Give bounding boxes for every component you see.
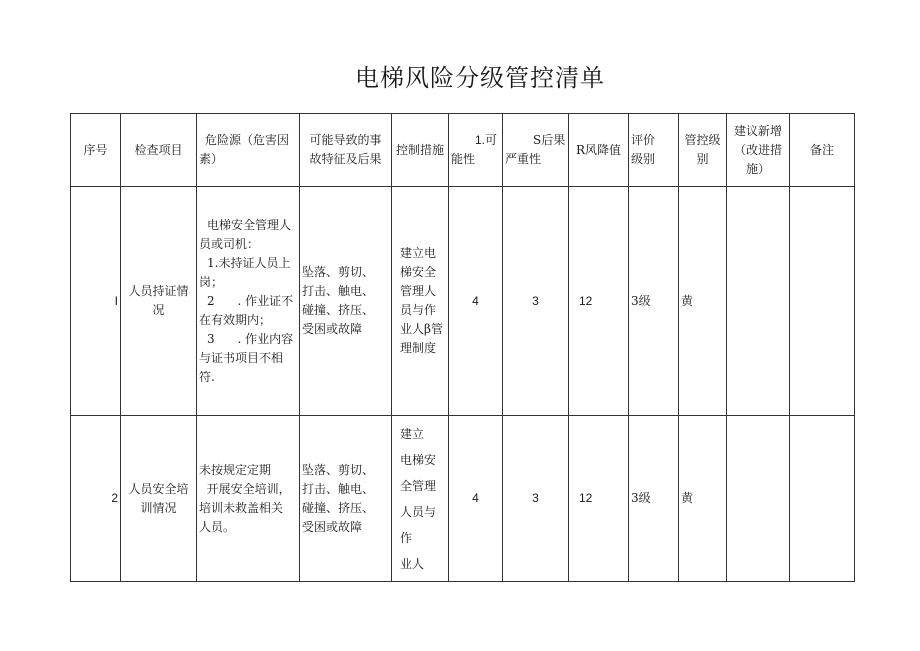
row-risk: 12 — [569, 416, 629, 582]
row-consequence-line: 打击、触电、 — [302, 481, 375, 496]
row-seq: 2 — [71, 416, 121, 582]
row-control-line: 建立电 — [400, 246, 437, 260]
row-control-line: 人员与 — [400, 504, 437, 519]
row-likelihood: 4 — [449, 187, 503, 416]
header-consequence-line: 故特征及后果 — [309, 152, 382, 166]
row-item-line: 况 — [152, 303, 165, 317]
header-likelihood-line: 能性 — [451, 152, 476, 166]
row-hazard-line: 符. — [199, 369, 215, 384]
row-control-line: 业人β管 — [400, 322, 443, 336]
row-hazard — [197, 187, 300, 416]
table-row — [71, 187, 855, 416]
header-hazard — [197, 114, 300, 187]
row-remark — [790, 416, 855, 582]
row-risk: 12 — [569, 187, 629, 416]
header-seq: 序号 — [71, 114, 121, 187]
row-likelihood: 4 — [449, 416, 503, 582]
row-severity: 3 — [503, 416, 569, 582]
header-consequence-line: 可能导致的事 — [309, 133, 382, 147]
row-consequence-line: 打击、触电、 — [302, 284, 375, 298]
row-hazard-line: 岗； — [199, 274, 224, 289]
row-remark — [790, 187, 855, 416]
page-title: 电梯风险分级管控清单 — [355, 64, 605, 92]
row-control-line: 管理人 — [400, 284, 437, 298]
row-hazard-line: 开展安全培训， — [199, 481, 291, 496]
row-item-line: 人员安全培 — [128, 481, 189, 496]
row-control-line: 业人 — [400, 556, 425, 571]
header-eval — [629, 114, 679, 187]
row-control-line: 全管理 — [400, 478, 437, 493]
table-header-row — [71, 114, 855, 187]
header-suggest-line: 施） — [745, 161, 770, 176]
row-control-line: 梯安全 — [400, 265, 437, 279]
header-likelihood-line: 1.可 — [475, 133, 498, 147]
header-consequence — [300, 114, 392, 187]
row-item-line: 训情况 — [140, 500, 177, 515]
row-hazard-line: 2 . 作业证不 — [207, 293, 294, 308]
row-control-line: 建立 — [400, 426, 425, 441]
row-control — [392, 416, 449, 582]
row-item — [121, 416, 197, 582]
row-control-line: 理制度 — [400, 341, 437, 355]
row-hazard-line: 在有效期内； — [199, 312, 272, 327]
row-control-line: 作 — [400, 530, 413, 545]
header-hazard-line: 素） — [199, 152, 224, 166]
row-mgmt: 黄 — [679, 416, 727, 582]
row-hazard-line: 培训未救盖相关 — [199, 500, 284, 515]
risk-control-table — [70, 113, 855, 582]
header-mgmt-line: 管控级 — [684, 133, 721, 147]
row-consequence-line: 坠落、剪切、 — [302, 265, 375, 279]
header-mgmt-line: 别 — [696, 152, 709, 166]
table-row — [71, 416, 855, 582]
row-suggest — [727, 187, 790, 416]
row-hazard-line: 1.未持证人员上 — [207, 255, 291, 270]
row-hazard-line: 人员。 — [199, 519, 236, 534]
header-risk: R风降值 — [569, 114, 629, 187]
row-control-line: 电梯安 — [400, 452, 437, 467]
header-control: 控制措施 — [392, 114, 449, 187]
row-item — [121, 187, 197, 416]
row-consequence-line: 碰撞、挤压、 — [302, 500, 375, 515]
row-hazard-line: 电梯安全管理人 — [207, 217, 292, 232]
row-suggest — [727, 416, 790, 582]
header-suggest-line: （改进措 — [733, 142, 782, 157]
header-remark: 备注 — [790, 114, 855, 187]
row-hazard-line: 与证书项目不相 — [199, 350, 284, 365]
row-consequence-line: 受困或故障 — [302, 322, 363, 336]
header-severity-line: 严重性 — [505, 152, 542, 166]
header-likelihood — [449, 114, 503, 187]
row-seq: I — [71, 187, 121, 416]
header-suggest-line: 建议新增 — [733, 123, 782, 138]
header-eval-line: 评价 — [631, 133, 656, 147]
row-consequence — [300, 416, 392, 582]
row-control — [392, 187, 449, 416]
row-consequence-line: 受困或故障 — [302, 519, 363, 534]
header-suggest — [727, 114, 790, 187]
row-hazard-line: 3 . 作业内容 — [207, 331, 294, 346]
row-mgmt: 黄 — [679, 187, 727, 416]
row-hazard-line: 员或司机： — [199, 236, 260, 251]
row-consequence-line: 坠落、剪切、 — [302, 462, 375, 477]
header-item: 检查项目 — [121, 114, 197, 187]
header-hazard-line: 危险源（危害因 — [205, 133, 290, 147]
row-severity: 3 — [503, 187, 569, 416]
row-eval: 3级 — [629, 187, 679, 416]
header-severity — [503, 114, 569, 187]
row-item-line: 人员持证情 — [128, 284, 189, 298]
row-consequence — [300, 187, 392, 416]
row-hazard — [197, 416, 300, 582]
row-eval: 3级 — [629, 416, 679, 582]
header-mgmt — [679, 114, 727, 187]
row-consequence-line: 碰撞、挤压、 — [302, 303, 375, 317]
row-hazard-line: 未按规定定期 — [199, 462, 272, 477]
row-control-line: 员与作 — [400, 303, 437, 317]
header-severity-line: S后果 — [533, 133, 566, 147]
header-eval-line: 级别 — [631, 152, 656, 166]
